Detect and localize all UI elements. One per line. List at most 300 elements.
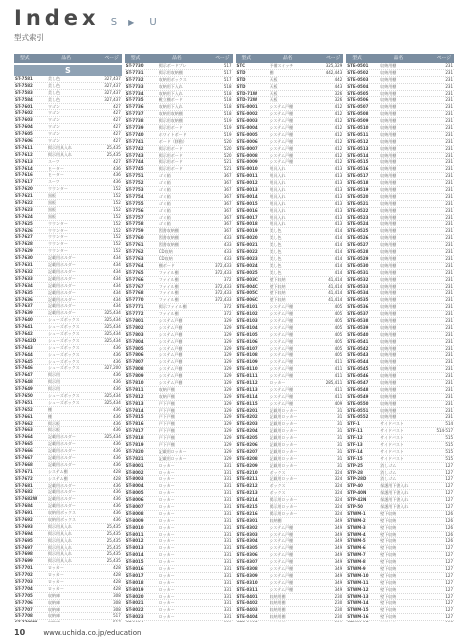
model-number [125,621,159,622]
product-name: スーツ [48,179,60,185]
product-name: 掲示用 [48,386,60,392]
index-row [346,614,454,621]
model-number: ST-7768 [125,290,144,296]
model-number: ST-7739 [125,125,144,131]
model-number: ST-7755 [125,200,144,206]
page-ref: 327,437 [104,89,121,95]
product-name: 記載用ロッカー [269,476,298,482]
index-row [14,193,122,200]
model-number: STE-0549 [347,393,369,399]
page-ref: 515 [445,455,453,461]
model-number: ST-8021 [125,600,144,606]
page-ref: 331 [223,497,232,503]
model-number: ST-7622 [15,200,33,206]
page-ref: 427 [113,124,121,130]
page-ref: 127 [445,600,453,606]
page-ref: 231 [445,262,453,268]
range-end-letter: U [149,17,159,28]
page-ref: 329 [223,345,232,351]
page-ref: 349 [334,531,343,537]
product-name: 収納用棚 [380,138,397,144]
page-ref: 231 [445,249,453,255]
product-name: 記載用ホルダー [48,496,76,502]
column-header-name: 品名 [172,56,182,61]
index-row [14,352,122,359]
page-ref: 411 [334,359,343,365]
model-number: ST-7814 [125,407,144,413]
model-number: ST-7693 [15,523,33,529]
product-name: システム戸棚 [269,125,294,131]
product-name: 収納用棚 [380,69,397,75]
model-number: ST-7649 [15,386,33,392]
page-ref: 325,434 [104,399,121,405]
index-row [346,518,454,525]
model-number: STE-0550 [347,400,369,406]
index-column [236,54,344,622]
product-name: 収納用棚 [380,76,397,82]
page-ref: 405 [334,311,343,317]
index-row [14,551,122,558]
page-ref: 126 [445,510,453,516]
page-ref: 324 [334,490,343,496]
product-name: 壁下収納 [269,297,286,303]
product-name: 記載用ホルダー [48,489,76,495]
model-number: STE-0019 [236,228,258,234]
index-row [346,504,454,511]
model-number: STD [236,83,246,89]
product-name: ロッカー [48,565,64,571]
index-row [14,462,122,469]
model-number: STE-0517 [347,173,369,179]
page-ref: 308 [113,599,121,605]
product-name: 掲示用ボード [158,159,183,165]
page-ref: 152 [113,186,121,192]
product-name: 収納用収納棚 [158,111,183,117]
index-row [14,620,122,622]
index-row [346,153,454,160]
product-name: システム戸棚 [158,373,183,379]
index-row [14,276,122,283]
model-number: STE-0309 [236,572,258,578]
index-row [346,428,454,435]
index-row [346,449,454,456]
index-row [14,317,122,324]
product-name: 収納用下入れ [158,90,183,96]
model-number: STWM-13 [347,593,369,599]
model-number: ST-7704 [15,585,33,591]
index-row [236,525,344,532]
page-ref: 331 [223,462,232,468]
model-number: ST-7682 [15,489,33,495]
product-name: 記載用ホルダー [48,448,76,454]
product-name: システム戸棚 [269,566,294,572]
page-ref: 231 [445,386,453,392]
model-number: ST-7804 [125,338,144,344]
page-ref: 308 [113,592,121,598]
page-ref: 411 [334,366,343,372]
page-ref: 231 [445,63,453,68]
product-name: システム戸棚 [158,366,183,372]
column-header [14,54,122,63]
model-number: STE-0306 [236,552,258,558]
index-row [236,580,344,587]
product-name: ロッカー [158,483,175,489]
model-number: STE-0114 [236,393,258,399]
page-ref: 327,437 [104,76,121,81]
product-name: 収納用棚 [380,145,397,151]
page-ref: 518 [223,97,232,103]
page-ref: 231 [445,200,453,206]
product-name: システム戸棚 [269,538,294,544]
model-number: ST-7665 [15,441,33,447]
page-ref: 331 [223,593,232,599]
page-ref: 412 [334,145,343,151]
index-row [236,366,344,373]
product-name: 掲示用 [48,379,60,385]
model-number: ST-7637 [15,303,33,309]
model-number: ST-7733 [125,83,144,89]
product-name: 収納用棚 [380,386,397,392]
page-ref: 443 [334,83,343,89]
model-number: STE-0007 [236,145,258,151]
product-name: 壁下収納 [269,276,286,282]
page-ref: 25,435 [106,151,121,157]
product-name: 掲示用具入れ [48,537,72,543]
product-name: シューズボックス [48,337,80,343]
index-row [236,249,344,256]
model-number: ST-7737 [125,111,144,117]
page-ref: 413 [334,214,343,220]
index-row [14,214,122,221]
model-number: ST-8013 [125,545,144,551]
model-number: STE-0546 [347,373,369,379]
model-number: ST-7614 [15,165,33,171]
page-ref: 331 [223,524,232,530]
product-name: システム戸棚 [158,345,183,351]
page-ref: 414 [334,255,343,261]
page-ref: 41,414 [328,283,343,289]
index-row [14,159,122,166]
index-row [236,587,344,594]
model-number: STE-0005 [236,131,258,137]
model-number: ST-7612 [15,151,33,157]
index-row [236,532,344,539]
model-number: STE-0302 [236,524,258,530]
index-row [125,111,233,118]
product-name [48,620,105,622]
index-row [14,310,122,317]
model-number: ST-7642D [15,337,37,343]
product-name: 収納用棚 [380,173,397,179]
index-row [14,448,122,455]
model-number: STE-0519 [347,187,369,193]
index-row [346,373,454,380]
page-ref: 127 [445,579,453,585]
page-ref: 327,200 [104,365,121,371]
index-row [346,228,454,235]
index-row [125,552,233,559]
page-ref: 520 [223,152,232,158]
page-ref: 329 [223,338,232,344]
model-number: STP-40 [347,483,363,489]
page-ref: 411 [334,386,343,392]
product-name: 壁下収納 [380,517,397,523]
product-name: 戸下戸棚 [158,400,175,406]
product-name: システム戸棚 [269,331,294,337]
index-row [14,510,122,517]
product-name: 記載用ホルダー [48,255,76,261]
page-ref: 349 [334,559,343,565]
index-row [14,600,122,607]
index-row [125,470,233,477]
page-ref: 329 [223,414,232,420]
page-title: Index [14,6,100,30]
product-name: 壁下収納 [380,538,397,544]
page-ref: 31 [337,448,343,454]
model-number: ST-7671 [15,468,33,474]
page-ref: 231 [445,90,453,96]
index-column [125,54,233,622]
index-row [14,613,122,620]
index-row [14,379,122,386]
index-row [346,146,454,153]
page-ref: 517 [113,613,121,619]
page-ref: 324 [334,504,343,509]
model-number: STWM-7 [347,552,366,558]
page-ref: 231 [445,69,453,75]
page-ref: 372,433 [214,290,232,296]
index-row [14,393,122,400]
product-name: ウウンター [48,241,68,247]
model-number: STE-0018 [236,221,258,227]
product-name: 収納用棚 [380,159,397,165]
product-name: 収納用棚 [269,593,286,599]
page-ref: 31 [337,435,343,441]
index-row [14,421,122,428]
index-row [14,269,122,276]
model-number: ST-7819 [125,441,144,447]
model-number: ST-8015 [125,559,144,565]
page-ref: 127 [445,462,453,468]
index-row [346,532,454,539]
product-name: システム戸棚 [269,104,294,110]
index-row [125,594,233,601]
product-name: ウウンター [48,234,68,240]
model-number: STE-0547 [347,379,369,385]
index-row [236,600,344,607]
index-row [14,572,122,579]
page-ref: 428 [113,468,121,474]
model-number: STE-0536 [347,304,369,310]
index-row [236,476,344,483]
model-number: ST-7582 [15,82,33,88]
product-name: 掲示用具入れ [48,523,72,529]
product-name: 収納用棚 [380,187,397,193]
model-number: ST-7732 [125,76,144,82]
page-ref: 152 [113,234,121,240]
product-name: ヒーター [48,172,64,178]
model-number: ST-8006 [125,497,144,503]
product-name: 掲示用 [48,372,60,378]
page-ref: 367 [223,221,232,227]
product-name: サイドバスト [380,435,404,441]
product-name: ロッカー [158,497,175,503]
page-ref: 325,434 [104,337,121,343]
model-number: STE-0115 [236,400,258,406]
page-ref: 231 [445,283,453,289]
model-number: STE-0024 [236,262,258,268]
index-row [125,91,233,98]
footer-url: www.uchida.co.jp/education [43,629,142,637]
product-name: システム戸棚 [269,345,294,351]
product-name: ロッカー [48,572,64,578]
model-number: ST-7698 [15,551,33,557]
product-name: ロッカー [158,593,175,599]
model-number: STF-12 [347,435,363,441]
index-row [125,346,233,353]
index-row [346,401,454,408]
index-row [346,525,454,532]
page-ref: 428 [113,475,121,481]
product-name: ワゴン [48,138,60,144]
page-ref: 427 [113,117,121,123]
index-row [346,587,454,594]
page-ref: 326 [334,97,343,103]
page-ref: 152 [113,227,121,233]
index-row [346,91,454,98]
page-ref: 413 [334,221,343,227]
model-number: STE-0308 [236,566,258,572]
product-name: 美し色 [48,82,60,88]
product-name: 記載用ホルダー [48,482,76,488]
model-number [236,621,270,622]
index-row [14,200,122,207]
index-row [236,153,344,160]
page-ref: 324 [334,476,343,482]
index-row [346,284,454,291]
model-number: ST-7759 [125,228,144,234]
model-number: STE-0511 [347,131,369,137]
product-name: ロッカー [158,607,175,613]
index-row [125,304,233,311]
model-number: STE-0508 [347,111,369,117]
product-name: 記載用ホルダー [48,303,76,309]
page-ref: 436 [113,454,121,460]
product-name: 予備スイッチ [269,63,294,68]
page-ref: 436 [113,427,121,433]
index-row [236,111,344,118]
page-ref: 519 [223,131,232,137]
model-number: ST-7643 [15,344,33,350]
model-number: STE-0544 [347,359,369,365]
page-ref: 521 [223,166,232,172]
product-name: 収納庫 [48,606,60,612]
product-name: 黒板 [48,200,56,206]
product-name: シューズボックス [48,324,80,330]
model-number: STE-0009 [236,159,258,165]
index-row [346,607,454,614]
page-ref: 514·517 [436,428,453,434]
page-ref: 127 [445,566,453,572]
page-ref: 329 [223,400,232,406]
page-ref: 414 [334,269,343,275]
model-number: ST-7771 [125,304,144,310]
page-ref: 329 [223,317,232,323]
product-name: ゴミ箱 [158,200,171,206]
model-number: STE-003C [236,276,258,282]
column-header-name: 品名 [282,56,293,61]
index-row [125,270,233,277]
model-number: ST-7639 [15,310,33,316]
model-number: ST-7630 [15,255,33,261]
product-name: 美し色 [269,269,282,275]
product-name: 戸下戸棚 [158,435,175,441]
page-ref: 436 [113,413,121,419]
index-row [14,138,122,145]
index-row [125,587,233,594]
index-row [236,504,344,511]
product-name [380,621,437,622]
arrow-icon: ▶ [128,18,135,27]
index-row [346,173,454,180]
index-row [236,201,344,208]
page-ref: 405 [334,324,343,330]
index-row [346,194,454,201]
index-row [125,421,233,428]
index-row [125,373,233,380]
model-number: STE-0307 [236,559,258,565]
model-number: STE-0533 [347,283,369,289]
index-row [346,187,454,194]
model-number: STE-0509 [347,118,369,124]
index-row [236,380,344,387]
model-number: ST-7751 [125,173,144,179]
page-ref: 349 [334,552,343,558]
product-name: ワゴン [48,124,60,130]
model-number: STE-0210 [236,469,258,475]
model-number: ST-7743 [125,152,144,158]
model-number: ST-7754 [125,193,144,199]
page-ref: 372,433 [214,297,232,303]
model-number: ST-7818 [125,435,144,441]
page-ref: 372,433 [214,283,232,289]
page-number: 10 [14,628,26,637]
model-number: ST-7697 [15,544,33,550]
index-row [125,490,233,497]
model-number: STE-0537 [347,311,369,317]
page-ref: 41,414 [328,297,343,303]
index-row [14,593,122,600]
page-ref: 517 [223,76,232,82]
page-ref: 329 [223,435,232,441]
index-row [125,545,233,552]
model-number: ST-7752 [125,180,144,186]
product-name: 収納戸棚 [158,393,175,399]
index-row [125,449,233,456]
product-name: 棚 [269,69,274,75]
product-name: 棚 [48,413,52,419]
page-ref: 126 [445,517,453,523]
product-name: 美し色 [48,89,60,95]
page-ref: 25,435 [106,144,121,150]
page-ref: 127 [445,614,453,620]
index-row [14,303,122,310]
index-row [346,304,454,311]
page-ref: 434 [113,296,121,302]
index-row [125,607,233,614]
product-name: ロッカー [158,579,175,585]
model-number: STE-006C [236,297,258,303]
